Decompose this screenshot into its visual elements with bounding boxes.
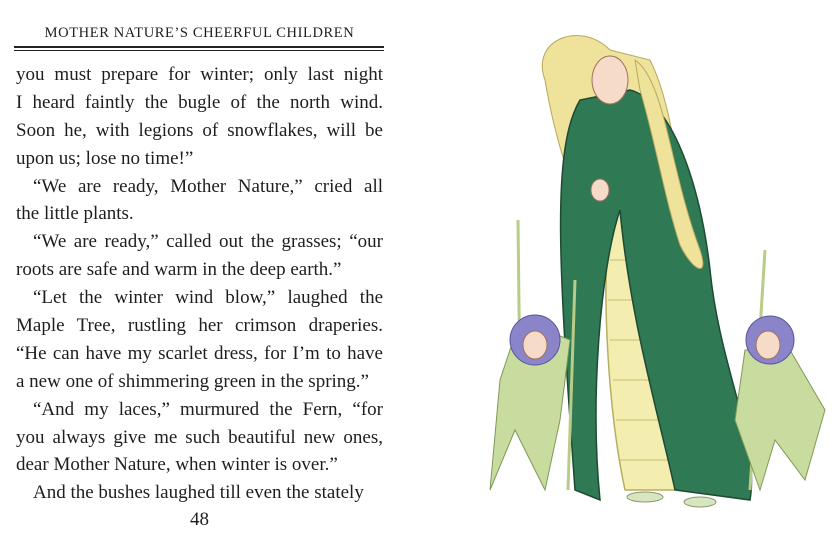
running-head: MOTHER NATURE’S CHEERFUL CHILDREN: [44, 25, 355, 41]
text-line: “We are ready, Mother Nature,” cried all: [33, 175, 383, 197]
text-line: roots are safe and warm in the deep earth.”: [16, 259, 342, 281]
text-line: “Let the winter wind blow,” laughed the: [33, 287, 383, 309]
illustration-mother-nature: [460, 20, 836, 544]
foot: [627, 492, 663, 502]
text-line: Maple Tree, rustling her crimson draperies.: [16, 315, 383, 337]
text-line: upon us; lose no time!”: [16, 147, 194, 169]
fairy-child-right: [735, 250, 825, 490]
text-line: “He can have my scarlet dress, for I’m to have: [16, 342, 383, 364]
text-line: the little plants.: [16, 203, 134, 225]
hand: [591, 179, 609, 201]
body-text: [16, 61, 383, 507]
header-rule-thin: [14, 50, 384, 51]
text-line: a new one of shimmering green in the spring.”: [16, 370, 369, 392]
text-line: you must prepare for winter; only last night: [16, 64, 383, 85]
header-rule-thick: [14, 46, 384, 48]
fairy-child-left: [490, 220, 570, 490]
text-line: And the bushes laughed till even the stately: [33, 482, 364, 504]
page-number: 48: [190, 509, 209, 530]
text-line: “And my laces,” murmured the Fern, “for: [33, 398, 383, 420]
text-line: dear Mother Nature, when winter is over.”: [16, 454, 338, 476]
text-line: you always give me such beautiful new ones,: [16, 426, 383, 448]
foot: [684, 497, 716, 507]
text-line: “We are ready,” called out the grasses; “our: [33, 231, 383, 253]
text-line: Soon he, with legions of snowflakes, will be: [16, 119, 383, 141]
face: [592, 56, 628, 104]
text-line: I heard faintly the bugle of the north wind.: [16, 91, 383, 113]
